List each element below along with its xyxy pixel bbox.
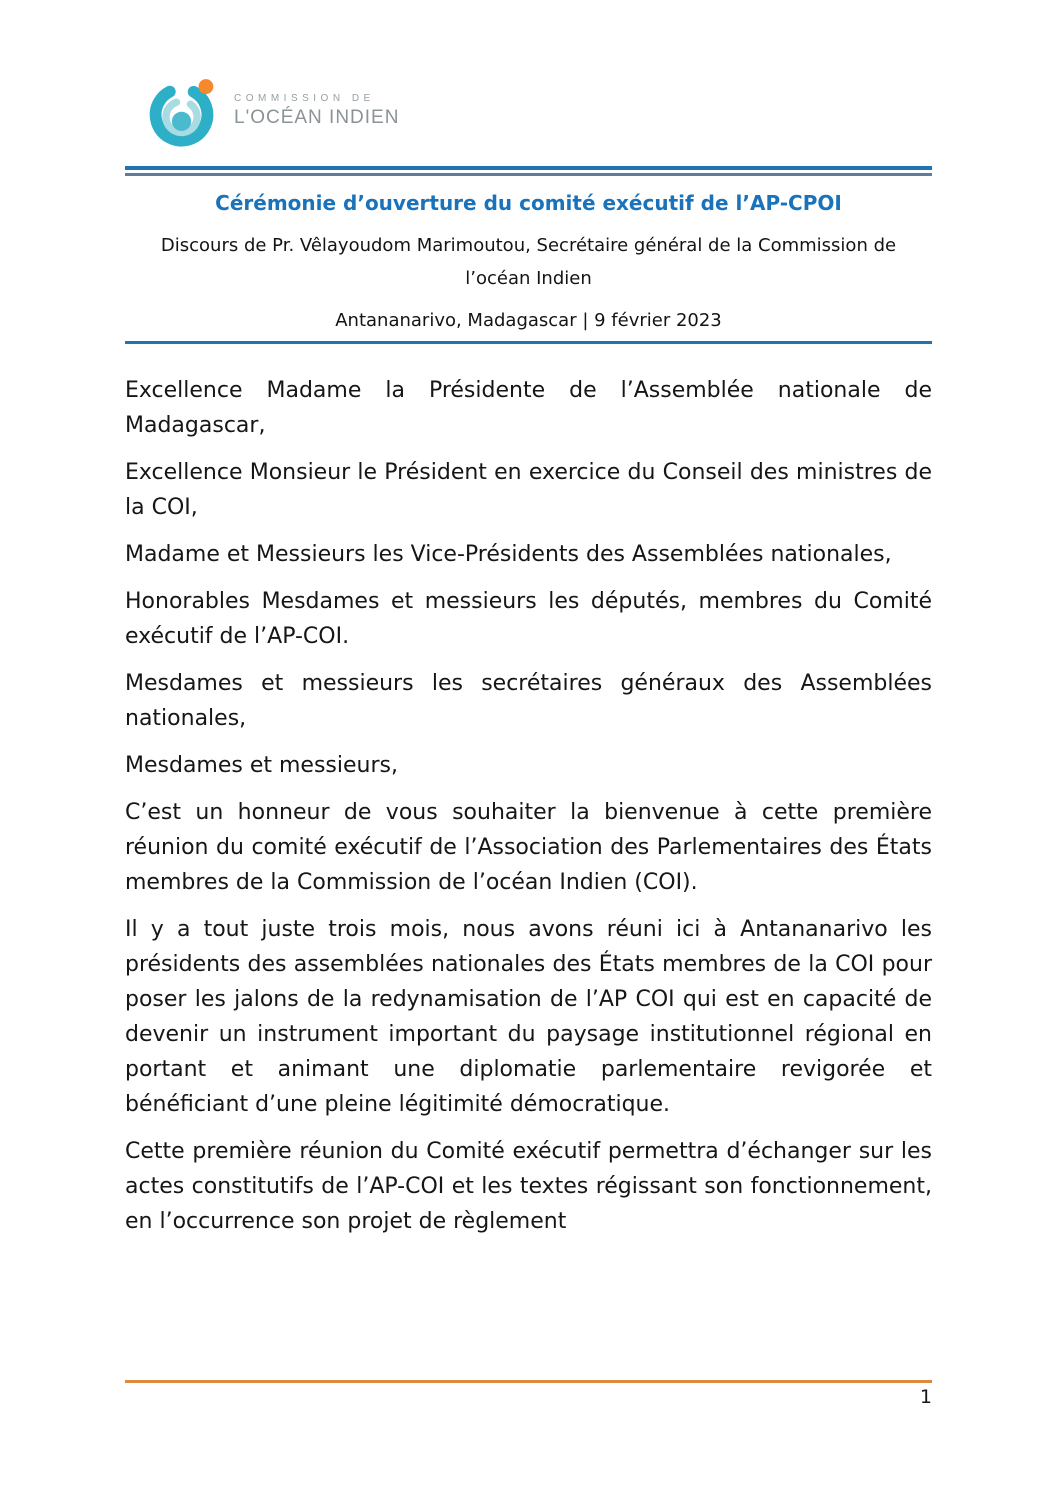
body-paragraph: Mesdames et messieurs, bbox=[125, 753, 398, 778]
body-paragraph: Cette première réunion du Comité exécutif permettra d’échanger sur les actes constitutifs de l’AP-COI et les textes régissant son fonctionnement, en l’occurrence son projet de règlement bbox=[125, 1139, 932, 1234]
body-paragraph: Excellence Monsieur le Président en exercice du Conseil des ministres de la COI, bbox=[125, 460, 932, 520]
body-paragraph: Il y a tout juste trois mois, nous avons réuni ici à Antananarivo les présidents des assemblées nationales des États membres de la COI pour poser les jalons de la redynamisation de l’AP COI qui est en capacité de devenir un instrument important du paysage institutionnel régional en portant et animant une diplomatie parlementaire revigorée et bénéficiant d’une pleine légitimité démocratique. bbox=[125, 917, 932, 1117]
body-paragraph: Honorables Mesdames et messieurs les députés, membres du Comité exécutif de l’AP-COI. bbox=[125, 589, 932, 649]
body-paragraph: Excellence Madame la Présidente de l’Assemblée nationale de Madagascar, bbox=[125, 378, 932, 438]
header-bottom-rule bbox=[125, 341, 932, 344]
body-paragraph: Madame et Messieurs les Vice-Présidents des Assemblées nationales, bbox=[125, 542, 892, 567]
document-dateline: Antananarivo, Madagascar | 9 février 2023 bbox=[335, 310, 722, 331]
body-paragraph: Mesdames et messieurs les secrétaires généraux des Assemblées nationales, bbox=[125, 671, 932, 731]
header-rule-top bbox=[125, 166, 932, 170]
logo-org-name-bottom: L'OCÉAN INDIEN bbox=[234, 107, 400, 128]
document-footer bbox=[125, 1380, 932, 1408]
logo-org-name-top: COMMISSION DE bbox=[234, 93, 375, 104]
document-title: Cérémonie d’ouverture du comité exécutif de l’AP-CPOI bbox=[215, 191, 842, 215]
footer-rule bbox=[125, 1380, 932, 1383]
document-subtitle: Discours de Pr. Vêlayoudom Marimoutou, Secrétaire général de la Commission de l’océan Indien bbox=[160, 235, 897, 289]
body-paragraph: C’est un honneur de vous souhaiter la bienvenue à cette première réunion du comité exécutif de l’Association des Parlementaires des États membres de la Commission de l’océan Indien (COI). bbox=[125, 800, 932, 895]
document-header bbox=[125, 166, 932, 344]
header-double-rule bbox=[125, 166, 932, 176]
header-rule-bottom bbox=[125, 173, 932, 176]
coi-logo bbox=[146, 74, 399, 148]
coi-logo-text bbox=[234, 93, 399, 129]
speech-body bbox=[125, 373, 932, 1251]
page-number: 1 bbox=[919, 1386, 932, 1408]
coi-logo-icon bbox=[146, 74, 220, 148]
